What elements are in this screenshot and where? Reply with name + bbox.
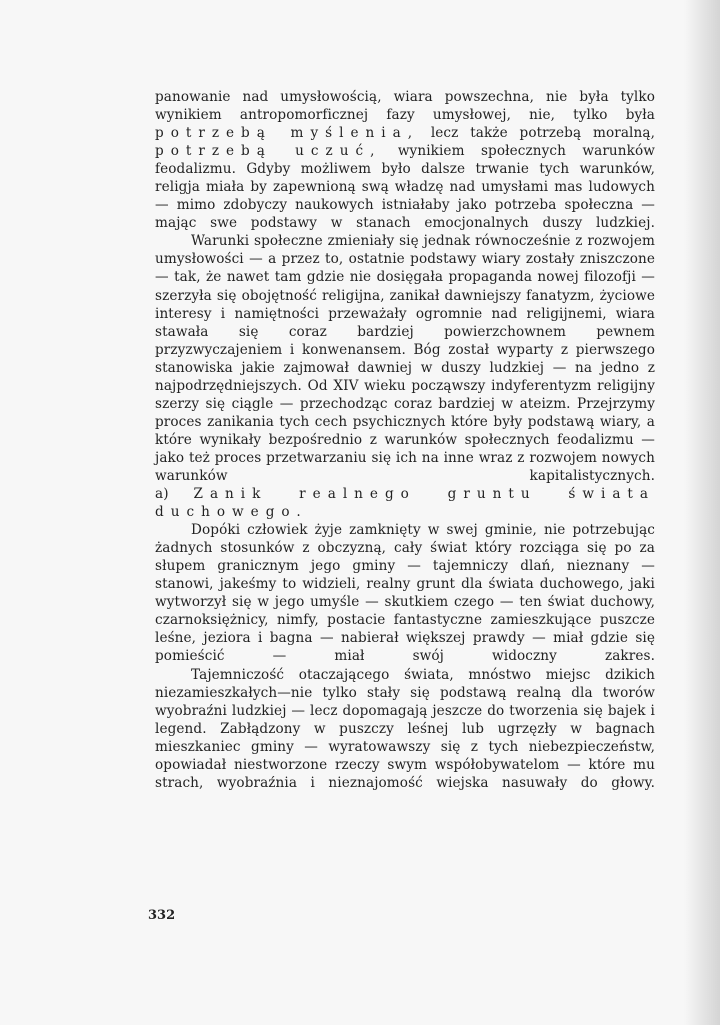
paragraph (155, 521, 655, 665)
page-number: 332 (148, 908, 176, 923)
text-run: Warunki społeczne zmieniały się jednak równocześnie z rozwojem umysłowości — a przez to, ostatnie podstawy wiary zostały zniszczone — tak, że nawet tam gdzie nie dosięgała propaganda nowej filozofji — szerzyła się obojętność religijna, zanikał dawniejszy fanatyzm, życiowe interesy i namiętności przeważały ogromnie nad religijnemi, wiara stawała się coraz bardziej powierzchownem pewnem przyzwyczajeniem i konwenansem. Bóg został wyparty z pierwszego stanowiska jakie zajmował dawniej w duszy ludzkiej — na jedno z najpodrzędniejszych. Od XIV wieku począwszy indyferentyzm religijny szerzy się ciągle — przechodząc coraz bardziej w ateizm. Przejrzymy proces zanikania tych cech psychicznych które były podstawą wiary, a które wynikały bezpośrednio z warunków społecznych feodalizmu — jako też proces przetwarzaniu się ich na inne wraz z rozwojem nowych warunków kapitalistycznych. (155, 233, 655, 484)
spaced-emphasis: potrzebą uczuć, (155, 143, 382, 160)
section-title: Zanik realnego gruntu świata duchowego. (155, 486, 655, 521)
text-run: Tajemniczość otaczającego świata, mnóstwo miejsc dzikich niezamieszkałych—nie tylko stały się podstawą realną dla tworów wyobraźni ludzkiej — lecz dopomagają jeszcze do tworzenia się bajek i legend. Zabłądzony w puszczy leśnej lub ugrzęzły w bagnach mieszkaniec gminy — wyratowawszy się z tych niebezpieczeństw, opowiadał niestworzone rzeczy swym współobywatelom — które mu strach, wyobraźnia i nieznajomość wiejska nasuwały do głowy. (155, 666, 655, 791)
text-run: Dopóki człowiek żyje zamknięty w swej gminie, nie potrzebując żadnych stosunków z obczyzną, cały świat który rozciąga się po za słupem granicznym jego gminy — tajemniczy dlań, nieznany — stanowi, jakeśmy to widzieli, realny grunt dla świata duchowego, jaki wytworzył się w jego umyśle — skutkiem czego — ten świat duchowy, czarnoksiężnicy, nimfy, postacie fantastyczne zamieszkujące puszcze leśne, jeziora i bagna — nabierał większej prawdy — miał gdzie się pomieścić — miał swój widoczny zakres. (155, 522, 655, 665)
text-run: panowanie nad umysłowością, wiara powszechna, nie była tylko wynikiem antropomorficznej fazy umysłowej, nie, tylko była (155, 89, 655, 124)
paragraph (155, 232, 655, 485)
paragraph (155, 666, 655, 792)
spaced-emphasis: potrzebą myślenia, (155, 125, 420, 142)
section-marker: a) (155, 486, 194, 503)
page-body (155, 88, 655, 792)
page-edge-shadow (684, 0, 720, 1025)
section-heading (155, 485, 655, 521)
text-run: lecz także potrzebą moralną, (419, 125, 655, 142)
paragraph (155, 88, 655, 232)
page-text (155, 88, 655, 792)
text-run: wynikiem społecznych warunków feodalizmu. Gdyby możliwem było dalsze trwanie tych warunków, religja miała by zapewnioną swą władzę nad umysłami mas ludowych — mimo zdobyczy naukowych istniałaby jako potrzeba społeczna — mając swe podstawy w stanach emocjonalnych duszy ludzkiej. (155, 143, 655, 232)
